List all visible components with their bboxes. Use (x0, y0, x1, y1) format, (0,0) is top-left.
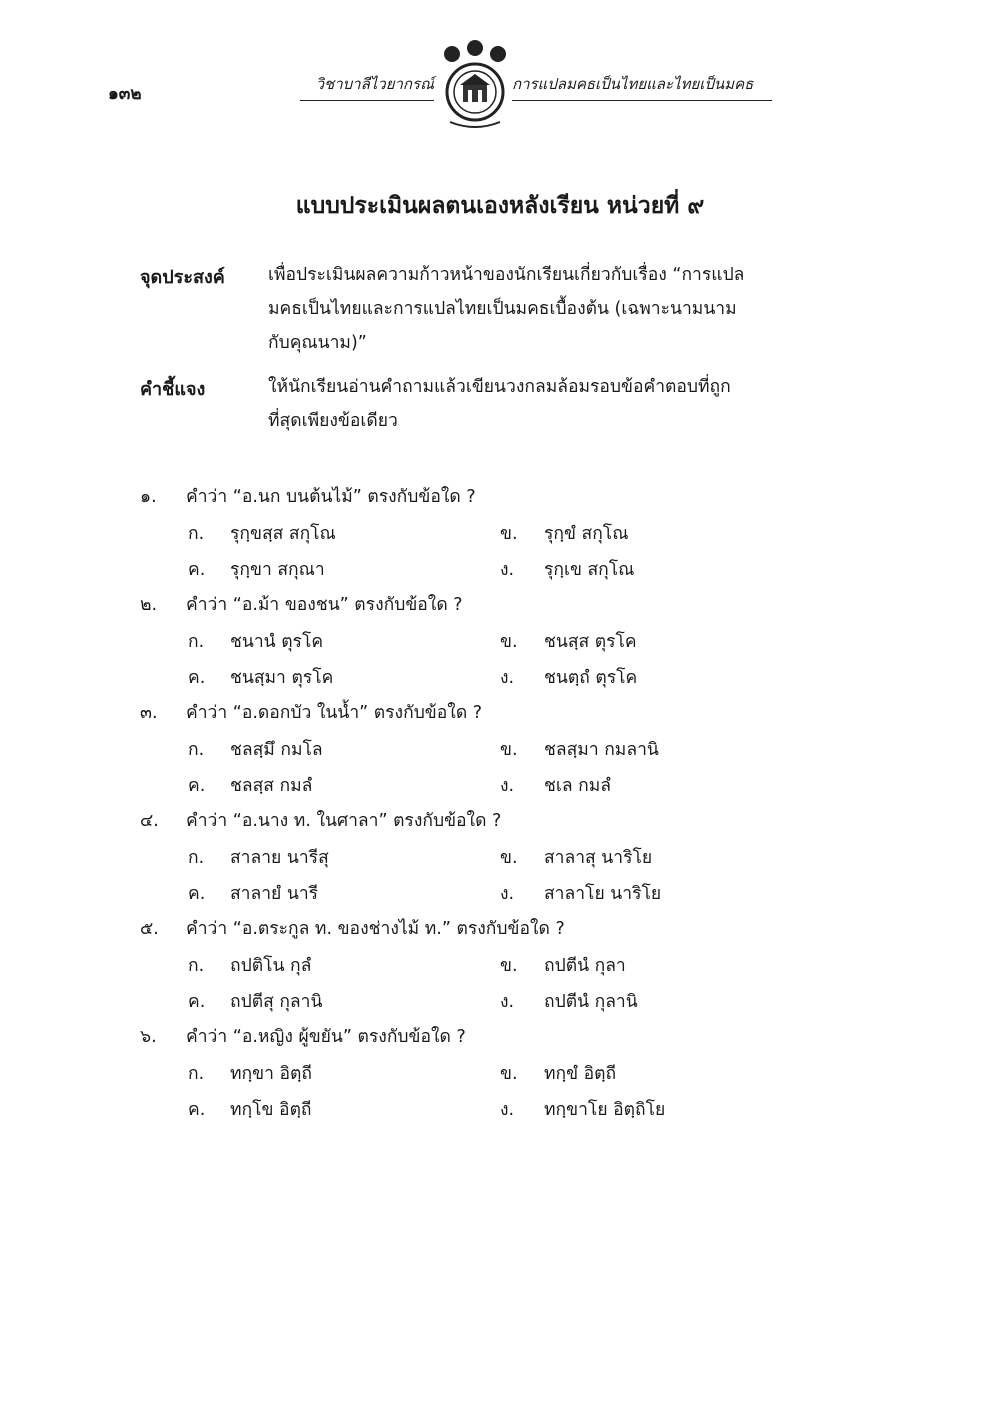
option-letter: ง. (500, 776, 515, 796)
option-letter: ก. (188, 740, 205, 760)
option-letter: ค. (188, 560, 206, 580)
page-title: แบบประเมินผลตนเองหลังเรียน หน่วยที่ ๙ (295, 193, 705, 219)
option-text[interactable]: ถปติโน กุลํ (230, 956, 312, 976)
question-number: ๓. (140, 703, 158, 723)
objective-text (268, 258, 828, 360)
option-letter: ง. (500, 668, 515, 688)
option-letter: ข. (500, 632, 518, 652)
question-text: คำว่า “อ.นก บนต้นไม้” ตรงกับข้อใด ? (186, 487, 476, 507)
option-text[interactable]: รุกฺขํ สกุโณ (544, 524, 629, 544)
option-letter: ข. (500, 524, 518, 544)
option-text[interactable]: ทกฺขํ อิตฺถี (544, 1064, 617, 1084)
option-letter: ก. (188, 956, 205, 976)
option-letter: ค. (188, 1100, 206, 1120)
option-letter: ข. (500, 848, 518, 868)
question-number: ๔. (140, 811, 159, 831)
instruction-line: ให้นักเรียนอ่านคำถามแล้วเขียนวงกลมล้อมรอบข้อคำตอบที่ถูก (268, 377, 731, 397)
objective-line: กับคุณนาม)” (268, 333, 367, 353)
option-text[interactable]: สาลายํ นารี (230, 884, 319, 904)
option-letter: ง. (500, 884, 515, 904)
option-text[interactable]: ชลสฺมึ กมโล (230, 740, 323, 760)
option-text[interactable]: สาลาย นารีสุ (230, 848, 329, 868)
option-letter: ค. (188, 776, 206, 796)
option-text[interactable]: ถปตีสุ กุลานิ (230, 992, 323, 1012)
option-letter: ก. (188, 524, 205, 544)
option-letter: ก. (188, 1064, 205, 1084)
option-letter: ข. (500, 740, 518, 760)
option-letter: ค. (188, 992, 206, 1012)
header-left-title: วิชาบาลีไวยากรณ์ (300, 72, 434, 101)
option-text[interactable]: รุกฺขา สกุณา (230, 560, 325, 580)
emblem-logo (430, 40, 520, 130)
instruction-line: ที่สุดเพียงข้อเดียว (268, 411, 398, 431)
option-letter: ก. (188, 632, 205, 652)
option-text[interactable]: ทกฺขา อิตฺถี (230, 1064, 312, 1084)
option-letter: ค. (188, 884, 206, 904)
question-text: คำว่า “อ.ดอกบัว ในน้ำ” ตรงกับข้อใด ? (186, 703, 483, 723)
option-text[interactable]: ชนานํ ตุรโค (230, 632, 324, 652)
question-text: คำว่า “อ.นาง ท. ในศาลา” ตรงกับข้อใด ? (186, 811, 502, 831)
option-text[interactable]: สาลาสุ นาริโย (544, 848, 653, 868)
question-text: คำว่า “อ.หญิง ผู้ขยัน” ตรงกับข้อใด ? (186, 1027, 466, 1047)
option-letter: ง. (500, 1100, 515, 1120)
question-number: ๕. (140, 919, 159, 939)
instruction-label: คำชี้แจง (140, 379, 206, 400)
objective-label: จุดประสงค์ (140, 267, 225, 288)
option-text[interactable]: ชนสฺมา ตุรโค (230, 668, 334, 688)
option-text[interactable]: สาลาโย นาริโย (544, 884, 662, 904)
option-letter: ง. (500, 560, 515, 580)
question-number: ๑. (140, 487, 157, 507)
question-text: คำว่า “อ.ตระกูล ท. ของช่างไม้ ท.” ตรงกับข้อใด ? (186, 919, 565, 939)
objective-line: เพื่อประเมินผลความก้าวหน้าของนักเรียนเกี่ยวกับเรื่อง “การแปล (268, 265, 745, 285)
option-letter: ก. (188, 848, 205, 868)
option-text[interactable]: ทกฺโข อิตฺถี (230, 1100, 312, 1120)
question-text: คำว่า “อ.ม้า ของชน” ตรงกับข้อใด ? (186, 595, 463, 615)
option-text[interactable]: รุกฺเข สกุโณ (544, 560, 635, 580)
option-text[interactable]: ชนสฺส ตุรโค (544, 632, 637, 652)
option-letter: ข. (500, 1064, 518, 1084)
option-text[interactable]: ชลสฺส กมลํ (230, 776, 313, 796)
option-text[interactable]: ถปตีนํ กุลา (544, 956, 626, 976)
question-number: ๖. (140, 1027, 157, 1047)
option-letter: ค. (188, 668, 206, 688)
option-text[interactable]: รุกฺขสฺส สกุโณ (230, 524, 336, 544)
page-number: ๑๓๒ (108, 84, 142, 104)
header-right-title: การแปลมคธเป็นไทยและไทยเป็นมคธ (512, 72, 772, 101)
option-text[interactable]: ชลสฺมา กมลานิ (544, 740, 659, 760)
option-text[interactable]: ถปตีนํ กุลานิ (544, 992, 638, 1012)
question-number: ๒. (140, 595, 158, 615)
option-text[interactable]: ชเล กมลํ (544, 776, 612, 796)
instruction-text (268, 370, 828, 438)
option-letter: ง. (500, 992, 515, 1012)
option-text[interactable]: ทกฺขาโย อิตฺถิโย (544, 1100, 666, 1120)
objective-line: มคธเป็นไทยและการแปลไทยเป็นมคธเบื้องต้น (เฉพาะนามนาม (268, 299, 737, 319)
option-text[interactable]: ชนตฺถํ ตุรโค (544, 668, 638, 688)
option-letter: ข. (500, 956, 518, 976)
